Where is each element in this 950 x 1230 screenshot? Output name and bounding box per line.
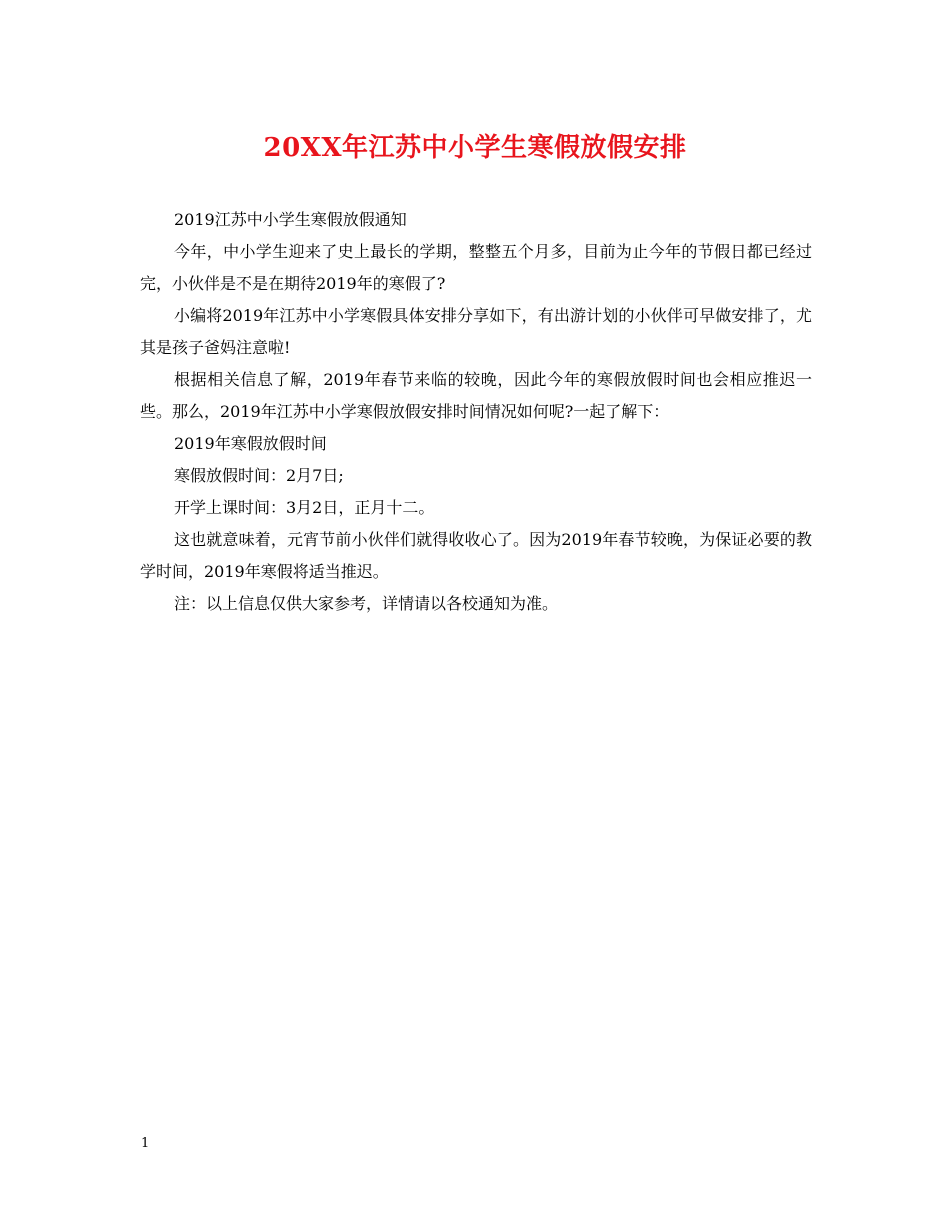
page-number: 1 [141, 1136, 150, 1151]
document-title: 20XX年江苏中小学生寒假放假安排 [263, 133, 687, 163]
paragraph: 今年，中小学生迎来了史上最长的学期，整整五个月多，目前为止今年的节假日都已经过完，小伙伴是不是在期待2019年的寒假了? [140, 242, 812, 293]
paragraph-school-start: 开学上课时间：3月2日，正月十二。 [174, 498, 435, 517]
paragraph-note: 注：以上信息仅供大家参考，详情请以各校通知为准。 [174, 594, 559, 613]
paragraph-holiday-start: 寒假放假时间：2月7日; [174, 466, 344, 485]
paragraph-heading: 2019江苏中小学生寒假放假通知 [174, 210, 407, 229]
paragraph: 小编将2019年江苏中小学寒假具体安排分享如下，有出游计划的小伙伴可早做安排了，尤其是孩子爸妈注意啦! [140, 306, 812, 357]
paragraph-subheading: 2019年寒假放假时间 [174, 434, 327, 453]
paragraph: 这也就意味着，元宵节前小伙伴们就得收收心了。因为2019年春节较晚，为保证必要的教学时间，2019年寒假将适当推迟。 [140, 530, 812, 581]
document-body [140, 204, 812, 620]
paragraph: 根据相关信息了解，2019年春节来临的较晚，因此今年的寒假放假时间也会相应推迟一些。那么，2019年江苏中小学寒假放假安排时间情况如何呢?一起了解下： [140, 370, 812, 421]
